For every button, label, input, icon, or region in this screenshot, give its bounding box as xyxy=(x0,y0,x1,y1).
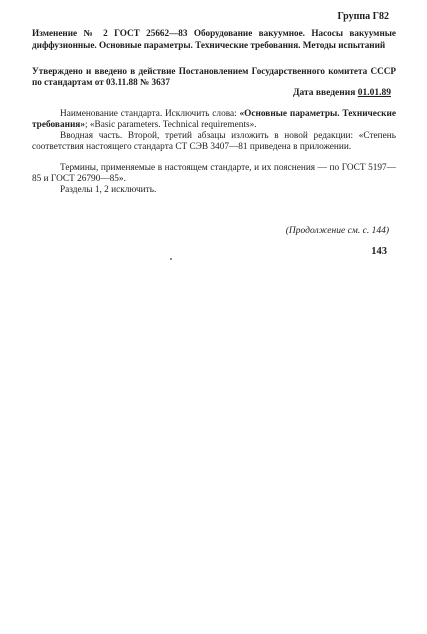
effective-date-label: Дата введения xyxy=(292,88,356,98)
paragraph-standard-name-rest: ; «Basic parameters. Technical requirements». xyxy=(84,119,257,130)
paragraph-standard-name xyxy=(32,109,396,130)
paragraph-standard-name-plain: Наименование стандарта. Исключить слова: xyxy=(60,109,240,119)
approval-statement: Утверждено и введено в действие Постановлением Государственного комитета СССР по стандартам от 03.11.88 № 3637 xyxy=(32,66,396,87)
scan-speck xyxy=(170,258,172,260)
page-number: 143 xyxy=(371,246,387,257)
paragraph-terms: Термины, применяемые в настоящем стандарте, и их пояснения — по ГОСТ 5197—85 и ГОСТ 26790—85». xyxy=(32,163,396,184)
amendment-title: Изменение № 2 ГОСТ 25662—83 Оборудование вакуумное. Насосы вакуумные диффузионные. Основные параметры. Технические требования. Методы испытаний xyxy=(32,28,396,50)
continuation-note: (Продолжение см. с. 144) xyxy=(285,226,389,236)
effective-date-value: 01.01.89 xyxy=(357,88,391,98)
group-code: Группа Г82 xyxy=(337,11,389,22)
effective-date xyxy=(293,88,391,98)
paragraph-intro: Вводная часть. Второй, третий абзацы изложить в новой редакции: «Степень соответствия настоящего стандарта СТ СЭВ 3407—81 приведена в приложении. xyxy=(32,131,396,152)
paragraph-standard-name-bold: «Основные параметры. Технические требования» xyxy=(32,109,396,130)
paragraph-sections: Разделы 1, 2 исключить. xyxy=(60,185,157,195)
